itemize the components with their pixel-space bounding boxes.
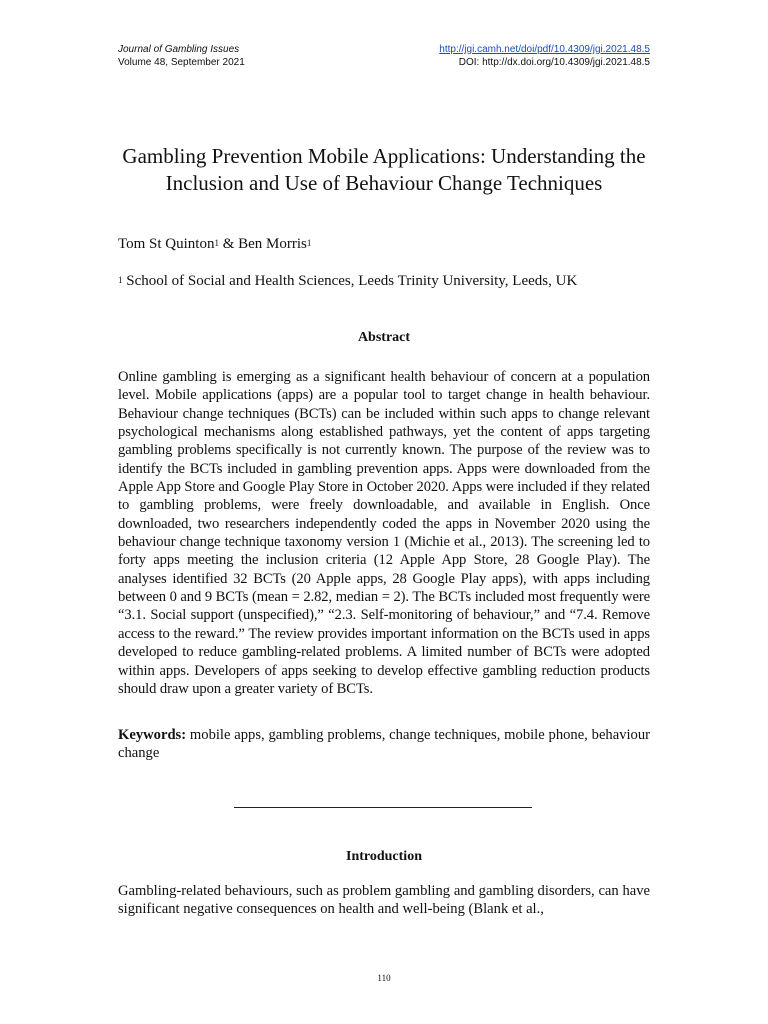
affiliation-mark: 1	[118, 275, 123, 285]
journal-volume: Volume 48, September 2021	[118, 56, 245, 68]
introduction-body: Gambling-related behaviours, such as problem gambling and gambling disorders, can have significant negative consequences on health and well-being (Blank et al.,	[118, 883, 650, 918]
affiliation-text: School of Social and Health Sciences, Leeds Trinity University, Leeds, UK	[122, 273, 578, 289]
affiliation-mark: 1	[214, 238, 219, 248]
introduction-heading: Introduction	[346, 849, 422, 864]
journal-header	[118, 44, 245, 69]
doi-text: DOI: http://dx.doi.org/10.4309/jgi.2021.48.5	[458, 56, 650, 68]
abstract-heading: Abstract	[357, 330, 411, 345]
keywords-text: mobile apps, gambling problems, change techniques, mobile phone, behaviour change	[118, 727, 650, 762]
author-affiliation	[118, 271, 577, 291]
author-list	[118, 234, 311, 254]
article-pdf-link[interactable]: http://jgi.camh.net/doi/pdf/10.4309/jgi.2021.48.5	[439, 44, 650, 55]
page-number: 110	[377, 973, 391, 983]
section-divider	[234, 807, 532, 808]
abstract-body: Online gambling is emerging as a significant health behaviour of concern at a population level. Mobile applications (apps) are a popular tool to target change in health behaviour. Behaviour change techniques (BCTs) can be included within such apps to change relevant psychological mechanisms along established pathways, yet the content of apps targeting gambling problems specifically is not currently known. The purpose of the review was to identify the BCTs included in gambling prevention apps. Apps were downloaded from the Apple App Store and Google Play Store in October 2020. Apps were included if they related to gambling problems, were freely downloadable, and available in English. Once downloaded, two researchers independently coded the apps in November 2020 using the behaviour change technique taxonomy version 1 (Michie et al., 2013). The screening led to forty apps meeting the inclusion criteria (12 Apple App Store, 28 Google Play). The analyses identified 32 BCTs (20 Apple apps, 28 Google Play apps), with apps including between 0 and 9 BCTs (mean = 2.82, median = 2). The BCTs included most frequently were “3.1. Social support (unspecified),” “2.3. Self-monitoring of behaviour,” and “7.4. Remove access to the reward.” The review provides important information on the BCTs used in apps developed to reduce gambling-related problems. A limited number of BCTs were adopted within apps. Developers of apps seeking to develop effective gambling reduction products should draw upon a greater variety of BCTs.	[118, 369, 650, 697]
author-separator: &	[218, 236, 239, 252]
affiliation-mark: 1	[306, 238, 312, 248]
journal-name: Journal of Gambling Issues	[118, 44, 240, 55]
keywords	[118, 726, 650, 763]
author-name: Tom St Quinton	[118, 236, 215, 252]
paper-title: Gambling Prevention Mobile Applications: Understanding the Inclusion and Use of Behaviour Change Techniques	[122, 144, 646, 195]
doi-header	[439, 44, 650, 69]
keywords-label: Keywords:	[118, 727, 187, 743]
author-name: Ben Morris	[238, 236, 307, 252]
